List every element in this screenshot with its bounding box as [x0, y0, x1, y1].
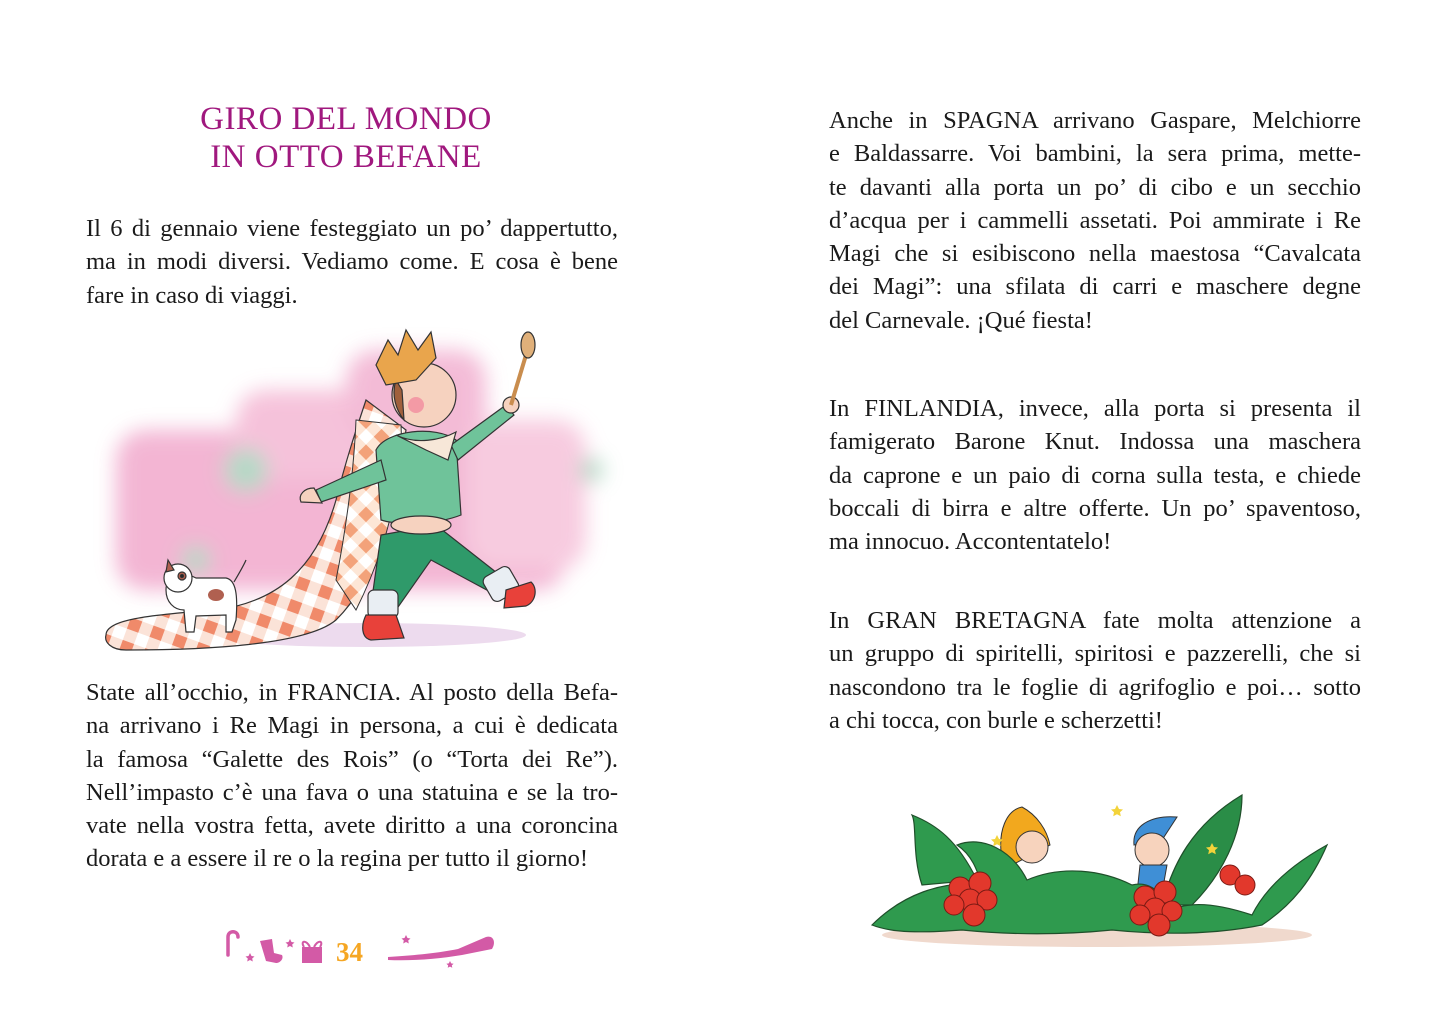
text-line: In FINLANDIA, invece, alla porta si presenta il: [829, 395, 1361, 422]
text-line: Nell’impasto c’è una fava o una statuina e se la tro-: [86, 778, 618, 806]
text-line: ma innocuo. Accontentatelo!: [829, 528, 1112, 556]
text-line: dorata e a essere il re o la regina per tutto il giorno!: [86, 845, 589, 873]
title-line-1: GIRO DEL MONDO: [200, 101, 492, 137]
finland-paragraph: [829, 392, 1361, 558]
page-number: 34: [336, 937, 363, 967]
text-line: e Baldassarre. Voi bambini, la sera prima, mette-: [829, 140, 1361, 168]
title-line-2: IN OTTO BEFANE: [210, 139, 482, 175]
text-line: ma in modi diversi. Vediamo come. E cosa è bene: [86, 248, 618, 276]
left-page: [0, 0, 722, 1020]
right-page: [722, 0, 1445, 1020]
france-paragraph: [86, 676, 618, 876]
holly-leaves: [872, 795, 1327, 934]
page-title: [86, 100, 606, 176]
text-line: na arrivano i Re Magi in persona, a cui è dedicata: [86, 712, 618, 740]
text-line: d’acqua per i cammelli assetati. Poi ammirate i Re: [829, 206, 1361, 234]
text-line: del Carnevale. ¡Qué fiesta!: [829, 306, 1093, 334]
text-line: famigerato Barone Knut. Indossa una maschera: [829, 428, 1361, 456]
holly-illustration: [862, 785, 1332, 950]
text-line: boccali di birra e altre offerte. Un po’ spaventoso,: [829, 494, 1361, 522]
text-line: Il 6 di gennaio viene festeggiato un po’ dappertutto,: [86, 215, 618, 242]
text-line: Anche in SPAGNA arrivano Gaspare, Melchiorre: [829, 107, 1361, 134]
britain-paragraph: [829, 604, 1361, 737]
page-footer: [218, 925, 508, 975]
king-illustration: [86, 320, 646, 660]
text-line: te davanti alla porta un po’ di cibo e un secchio: [829, 173, 1361, 201]
star-icon: [402, 935, 411, 944]
text-line: vate nella vostra fetta, avete diritto a una coroncina: [86, 812, 618, 840]
text-line: da caprone e un paio di corna sulla testa, e chiede: [829, 461, 1361, 489]
text-line: fare in caso di viaggi.: [86, 281, 298, 309]
star-icon: [246, 953, 255, 962]
intro-paragraph: [86, 212, 618, 312]
text-line: Magi che si esibiscono nella maestosa “Cavalcata: [829, 240, 1361, 268]
text-line: la famosa “Galette des Rois” (o “Torta dei Re”).: [86, 745, 618, 773]
star-icon: [286, 939, 295, 948]
text-line: In GRAN BRETAGNA fate molta attenzione a: [829, 607, 1361, 634]
stocking-icon: [260, 939, 283, 963]
text-line: dei Magi”: una sfilata di carri e maschere degne: [829, 273, 1361, 301]
text-line: nascondono tra le foglie di agrifoglio e poi… sotto: [829, 673, 1361, 701]
text-line: a chi tocca, con burle e scherzetti!: [829, 706, 1163, 734]
candy-cane-icon: [228, 932, 238, 955]
star-icon: [446, 961, 453, 968]
text-line: un gruppo di spiritelli, spiritosi e pazzerelli, che si: [829, 640, 1361, 668]
gift-icon: [302, 942, 322, 963]
text-line: State all’occhio, in FRANCIA. Al posto della Befa-: [86, 679, 618, 706]
spain-paragraph: [829, 104, 1361, 337]
